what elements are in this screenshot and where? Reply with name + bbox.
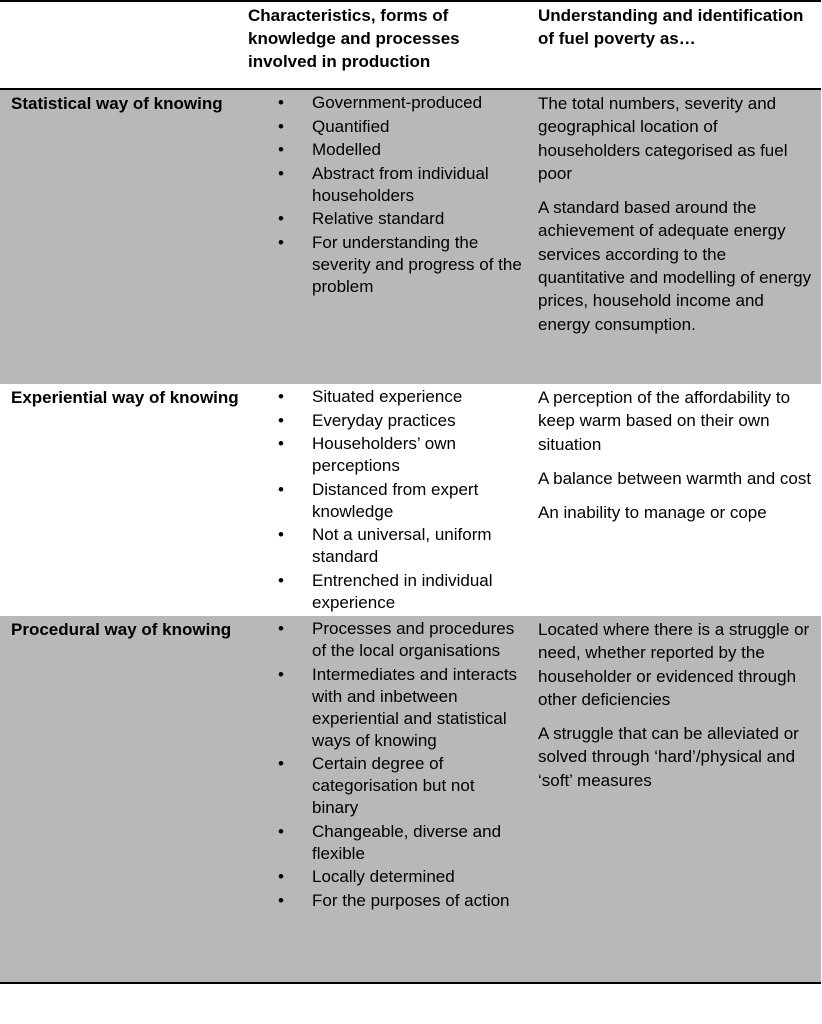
description-paragraph: The total numbers, severity and geographical location of householders categorised as fuel poor: [538, 94, 788, 183]
list-item: • Quantified: [278, 116, 524, 138]
description-paragraph: A struggle that can be alleviated or solved through ‘hard’/physical and ‘soft’ measures: [538, 724, 799, 790]
list-item: • For the purposes of action: [278, 890, 524, 912]
table-row-procedural: [0, 616, 821, 982]
table-top-rule: [0, 0, 821, 2]
list-item: • Situated experience: [278, 386, 524, 408]
list-item: • Changeable, diverse and flexible: [278, 821, 524, 865]
table-row-statistical: [0, 90, 821, 384]
list-item: • Certain degree of categorisation but not binary: [278, 753, 524, 819]
description-paragraph: A perception of the affordability to keep warm based on their own situation: [538, 388, 791, 454]
header-understanding: Understanding and identification of fuel poverty as…: [538, 6, 804, 48]
understanding-text: [538, 618, 816, 803]
description-paragraph: A balance between warmth and cost: [538, 468, 812, 488]
list-item: • Distanced from expert knowledge: [278, 479, 524, 523]
row-title: Experiential way of knowing: [11, 388, 239, 407]
table-row-experiential: [0, 384, 821, 616]
list-item: • Government-produced: [278, 92, 524, 114]
understanding-text: [538, 386, 816, 535]
understanding-text: [538, 92, 816, 347]
list-item: • Locally determined: [278, 866, 524, 888]
list-item: • Householders’ own perceptions: [278, 433, 524, 477]
list-item: • Processes and procedures of the local organisations: [278, 618, 524, 662]
header-characteristics: Characteristics, forms of knowledge and processes involved in production: [248, 6, 460, 71]
table-bottom-rule: [0, 982, 821, 984]
list-item: • Abstract from individual householders: [278, 163, 524, 207]
list-item: • Modelled: [278, 139, 524, 161]
list-item: • For understanding the severity and progress of the problem: [278, 232, 524, 298]
list-item: • Everyday practices: [278, 410, 524, 432]
list-item: • Relative standard: [278, 208, 524, 230]
list-item: • Entrenched in individual experience: [278, 570, 524, 614]
row-title: Statistical way of knowing: [11, 94, 223, 113]
characteristics-list: [278, 618, 524, 913]
description-paragraph: Located where there is a struggle or need, whether reported by the householder or evidenced through other deficiencies: [538, 620, 810, 709]
list-item: • Not a universal, uniform standard: [278, 524, 524, 568]
list-item: • Intermediates and interacts with and inbetween experiential and statistical ways of knowing: [278, 664, 524, 752]
characteristics-list: [278, 92, 524, 299]
description-paragraph: A standard based around the achievement of adequate energy services according to the quantitative and modelling of energy prices, household income and energy consumption.: [538, 198, 812, 334]
characteristics-list: [278, 386, 524, 615]
row-title: Procedural way of knowing: [11, 620, 232, 639]
description-paragraph: An inability to manage or cope: [538, 503, 767, 523]
